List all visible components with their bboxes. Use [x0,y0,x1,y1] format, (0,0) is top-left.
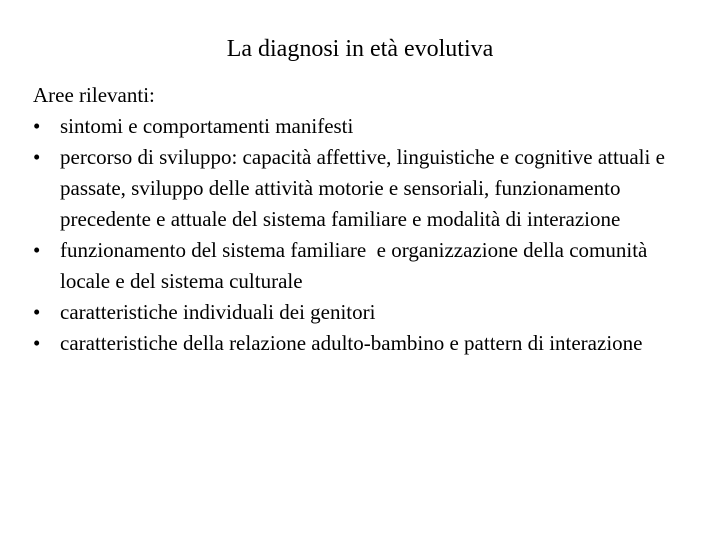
bullet-text: percorso di sviluppo: capacità affettive, linguistiche e cognitive attuali e passate, sviluppo delle attività motorie e sensoriali, funzionamento precedente e attuale del sistema familiare e modalità di interazione [60,145,665,231]
bullet-item [33,297,683,328]
bullet-item [33,142,683,235]
bullet-text: sintomi e comportamenti manifesti [60,114,354,138]
bullet-text: funzionamento del sistema familiare e organizzazione della comunità locale e del sistema culturale [60,238,653,293]
intro-text: Aree rilevanti: [33,83,155,107]
slide-content [33,80,683,359]
bullet-item [33,328,683,359]
bullet-item [33,111,683,142]
bullet-list [33,111,683,359]
bullet-text: caratteristiche individuali dei genitori [60,300,376,324]
bullet-icon: • [33,145,41,169]
bullet-item [33,235,683,297]
bullet-icon: • [33,114,41,138]
bullet-text: caratteristiche della relazione adulto-bambino e pattern di interazione [60,331,643,355]
bullet-icon: • [33,300,41,324]
bullet-icon: • [33,238,41,262]
slide-title: La diagnosi in età evolutiva [226,36,494,62]
bullet-icon: • [33,331,41,355]
